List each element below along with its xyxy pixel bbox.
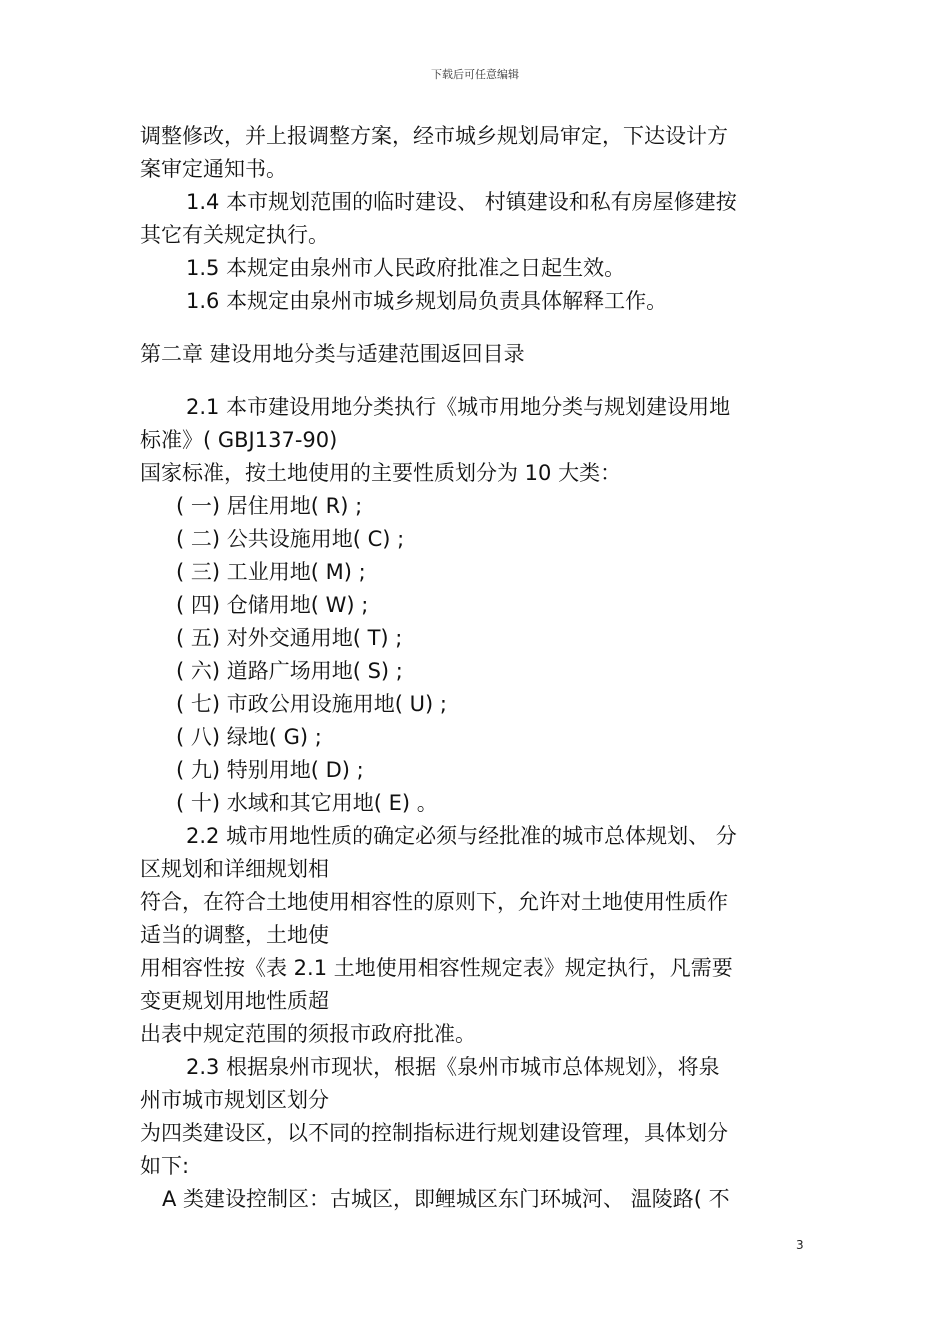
text-line: 符合，在符合土地使用相容性的原则下，允许对土地使用性质作: [140, 890, 728, 914]
text-line: 调整修改，并上报调整方案，经市城乡规划局审定，下达设计方: [140, 124, 728, 148]
list-item: ( 五) 对外交通用地( T) ;: [176, 626, 403, 650]
text-line: A 类建设控制区：古城区，即鲤城区东门环城河、 温陵路( 不: [162, 1187, 730, 1211]
document-body: [140, 120, 812, 1216]
list-item: ( 四) 仓储用地( W) ;: [176, 593, 369, 617]
page-header: 下载后可任意编辑: [431, 68, 519, 81]
list-item: ( 九) 特别用地( D) ;: [176, 758, 364, 782]
list-item: ( 三) 工业用地( M) ;: [176, 560, 366, 584]
text-line: 1.6 本规定由泉州市城乡规划局负责具体解释工作。: [186, 289, 668, 313]
text-line: 出表中规定范围的须报市政府批准。: [140, 1022, 476, 1046]
text-line: 用相容性按《表 2.1 土地使用相容性规定表》规定执行，凡需要: [140, 956, 733, 980]
text-line: 为四类建设区，以不同的控制指标进行规划建设管理，具体划分: [140, 1121, 728, 1145]
list-item: ( 一) 居住用地( R) ;: [176, 494, 363, 518]
text-line: 国家标准，按土地使用的主要性质划分为 10 大类：: [140, 461, 622, 485]
list-item: ( 十) 水域和其它用地( E) 。: [176, 791, 438, 815]
text-line: 适当的调整，土地使: [140, 923, 329, 947]
chapter-heading: 第二章 建设用地分类与适建范围返回目录: [140, 342, 525, 366]
text-line: 变更规划用地性质超: [140, 989, 329, 1013]
list-item: ( 八) 绿地( G) ;: [176, 725, 322, 749]
text-line: 1.5 本规定由泉州市人民政府批准之日起生效。: [186, 256, 626, 280]
text-line: 标准》( GBJ137-90): [140, 428, 338, 452]
text-line: 2.3 根据泉州市现状，根据《泉州市城市总体规划》，将泉: [186, 1055, 720, 1079]
text-line: 1.4 本市规划范围的临时建设、 村镇建设和私有房屋修建按: [186, 190, 737, 214]
text-line: 2.2 城市用地性质的确定必须与经批准的城市总体规划、 分: [186, 824, 737, 848]
list-item: ( 六) 道路广场用地( S) ;: [176, 659, 403, 683]
text-line: 州市城市规划区划分: [140, 1088, 329, 1112]
text-line: 区规划和详细规划相: [140, 857, 329, 881]
text-line: 如下:: [140, 1154, 190, 1178]
list-item: ( 七) 市政公用设施用地( U) ;: [176, 692, 447, 716]
text-line: 案审定通知书。: [140, 157, 287, 181]
text-line: 其它有关规定执行。: [140, 223, 329, 247]
page-number: 3: [796, 1238, 804, 1252]
text-line: 2.1 本市建设用地分类执行《城市用地分类与规划建设用地: [186, 395, 731, 419]
list-item: ( 二) 公共设施用地( C) ;: [176, 527, 405, 551]
